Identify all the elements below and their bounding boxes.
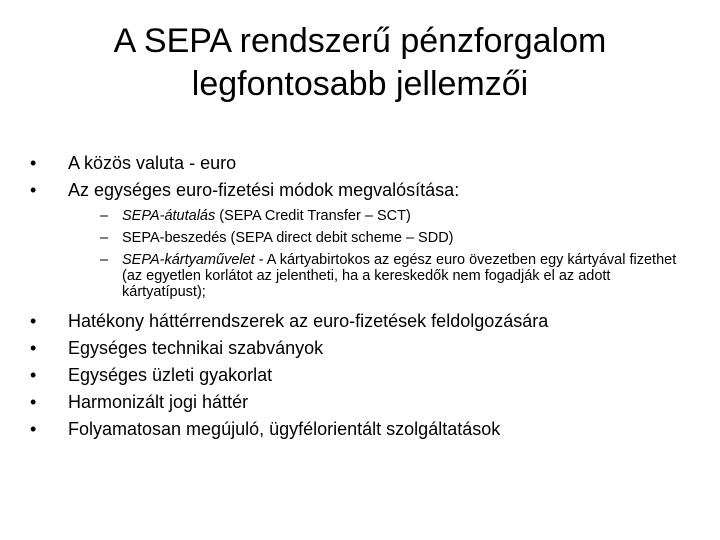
bullet-text: Harmonizált jogi háttér [68, 392, 249, 412]
sub-bullet-rest: SEPA-beszedés (SEPA direct debit scheme – SDD) [122, 230, 454, 246]
bullet-item [30, 362, 690, 389]
bullet-item [30, 150, 690, 177]
title-line-1: A SEPA rendszerű pénzforgalom [113, 22, 607, 60]
sub-bullet-text [122, 230, 682, 246]
bullet-text: Az egységes euro-fizetési módok megvalósítása: [68, 180, 460, 200]
sub-bullet-italic: SEPA-átutalás [122, 208, 216, 224]
bullet-item [30, 308, 690, 335]
bullet-text: A közös valuta - euro [68, 153, 237, 173]
dash-marker: – [100, 208, 109, 224]
sub-bullet-item [100, 208, 690, 224]
bullet-item [30, 335, 690, 362]
bullet-item [30, 177, 690, 204]
bullet-text: Egységes üzleti gyakorlat [68, 365, 273, 385]
sub-bullet-list [100, 208, 690, 300]
title-line-2: legfontosabb jellemzői [191, 65, 529, 103]
sub-bullet-italic: SEPA-kártyaművelet [122, 252, 255, 268]
bullet-item [30, 416, 690, 443]
slide-title [40, 20, 680, 106]
sub-bullet-rest: (SEPA Credit Transfer – SCT) [215, 208, 411, 224]
bullet-marker: • [30, 392, 37, 412]
bullet-marker: • [30, 153, 37, 173]
sub-bullet-text [122, 208, 682, 224]
bullet-text: Folyamatosan megújuló, ügyfélorientált szolgáltatások [68, 419, 501, 439]
bullet-text: Egységes technikai szabványok [68, 338, 324, 358]
sub-bullet-item [100, 230, 690, 246]
bullet-item [30, 389, 690, 416]
bullet-marker: • [30, 365, 37, 385]
bullet-marker: • [30, 419, 37, 439]
bullet-marker: • [30, 338, 37, 358]
dash-marker: – [100, 230, 109, 246]
bullet-text: Hatékony háttérrendszerek az euro-fizetések feldolgozására [68, 311, 549, 331]
dash-marker: – [100, 252, 109, 268]
sub-bullet-rest: - A kártyabirtokos az egész euro övezetben egy kártyával fizethet (az egyetlen korlátot az jelentheti, ha a kereskedők nem fogadják el az adott kártyatípust); [122, 252, 677, 300]
bullet-marker: • [30, 180, 37, 200]
bullet-marker: • [30, 311, 37, 331]
sub-bullet-item [100, 252, 690, 300]
bullet-list [30, 150, 690, 443]
sub-bullet-text [122, 252, 682, 300]
